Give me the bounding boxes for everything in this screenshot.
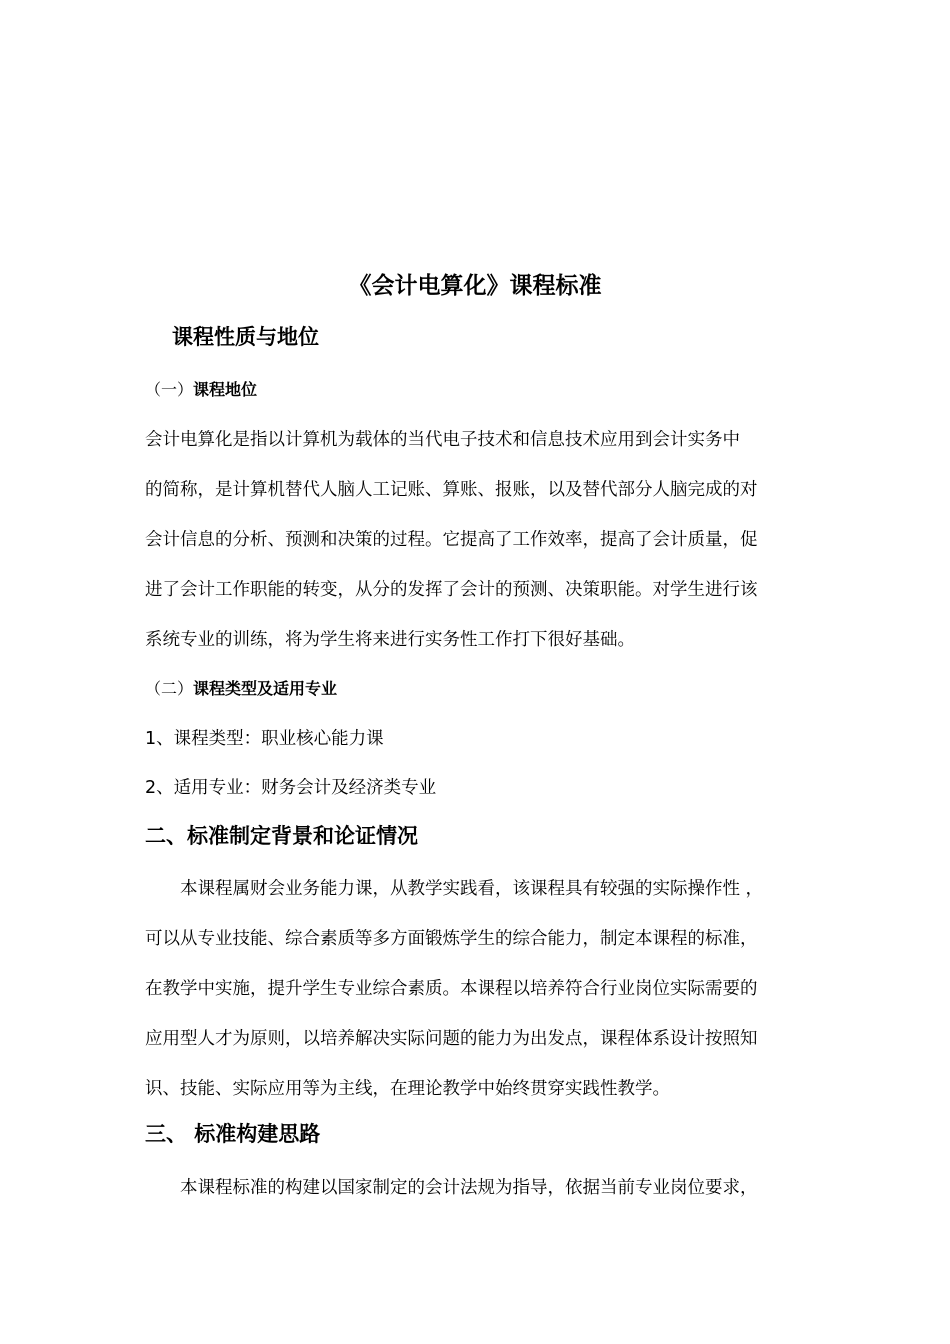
paragraph-line: 系统专业的训练，将为学生将来进行实务性工作打下很好基础。 xyxy=(145,630,635,650)
paragraph-line: 识、技能、实际应用等为主线，在理论教学中始终贯穿实践性教学。 xyxy=(145,1079,670,1099)
paragraph-background xyxy=(145,864,817,1114)
subsection-heading-position xyxy=(145,377,257,403)
subsection-prefix: （二） xyxy=(145,679,194,698)
paragraph-line: 的简称，是计算机替代人脑人工记账、算账、报账，以及替代部分人脑完成的对 xyxy=(145,480,758,500)
paragraph-line: 本课程属财会业务能力课，从教学实践看，该课程具有较强的实际操作性 ， xyxy=(145,879,764,899)
subsection-prefix: （一） xyxy=(145,380,194,399)
paragraph-line: 在教学中实施，提升学生专业综合素质。本课程以培养符合行业岗位实际需要的 xyxy=(145,979,758,999)
list-item-course-type: 1、课程类型：职业核心能力课 xyxy=(145,729,384,749)
list-item-applicable-major: 2、适用专业：财务会计及经济类专业 xyxy=(145,778,437,798)
paragraph-line: 会计电算化是指以计算机为载体的当代电子技术和信息技术应用到会计实务中 xyxy=(145,430,740,450)
paragraph-line: 本课程标准的构建以国家制定的会计法规为指导，依据当前专业岗位要求， xyxy=(145,1178,758,1198)
section-heading-nature: 课程性质与地位 xyxy=(172,325,319,349)
section-heading-approach: 三、 标准构建思路 xyxy=(145,1122,321,1146)
paragraph-line: 会计信息的分析、预测和决策的过程。它提高了工作效率，提高了会计质量，促 xyxy=(145,530,758,550)
section-heading-background: 二、标准制定背景和论证情况 xyxy=(145,824,418,848)
document-title: 《会计电算化》课程标准 xyxy=(348,273,602,299)
paragraph-line: 可以从专业技能、综合素质等多方面锻炼学生的综合能力，制定本课程的标准， xyxy=(145,929,758,949)
subsection-heading-type xyxy=(145,676,337,702)
subsection-title: 课程类型及适用专业 xyxy=(193,679,338,698)
paragraph-course-position xyxy=(145,415,817,665)
paragraph-approach xyxy=(145,1163,817,1213)
paragraph-line: 应用型人才为原则，以培养解决实际问题的能力为出发点，课程体系设计按照知 xyxy=(145,1029,758,1049)
paragraph-line: 进了会计工作职能的转变，从分的发挥了会计的预测、决策职能。对学生进行该 xyxy=(145,580,758,600)
subsection-title: 课程地位 xyxy=(193,380,258,399)
